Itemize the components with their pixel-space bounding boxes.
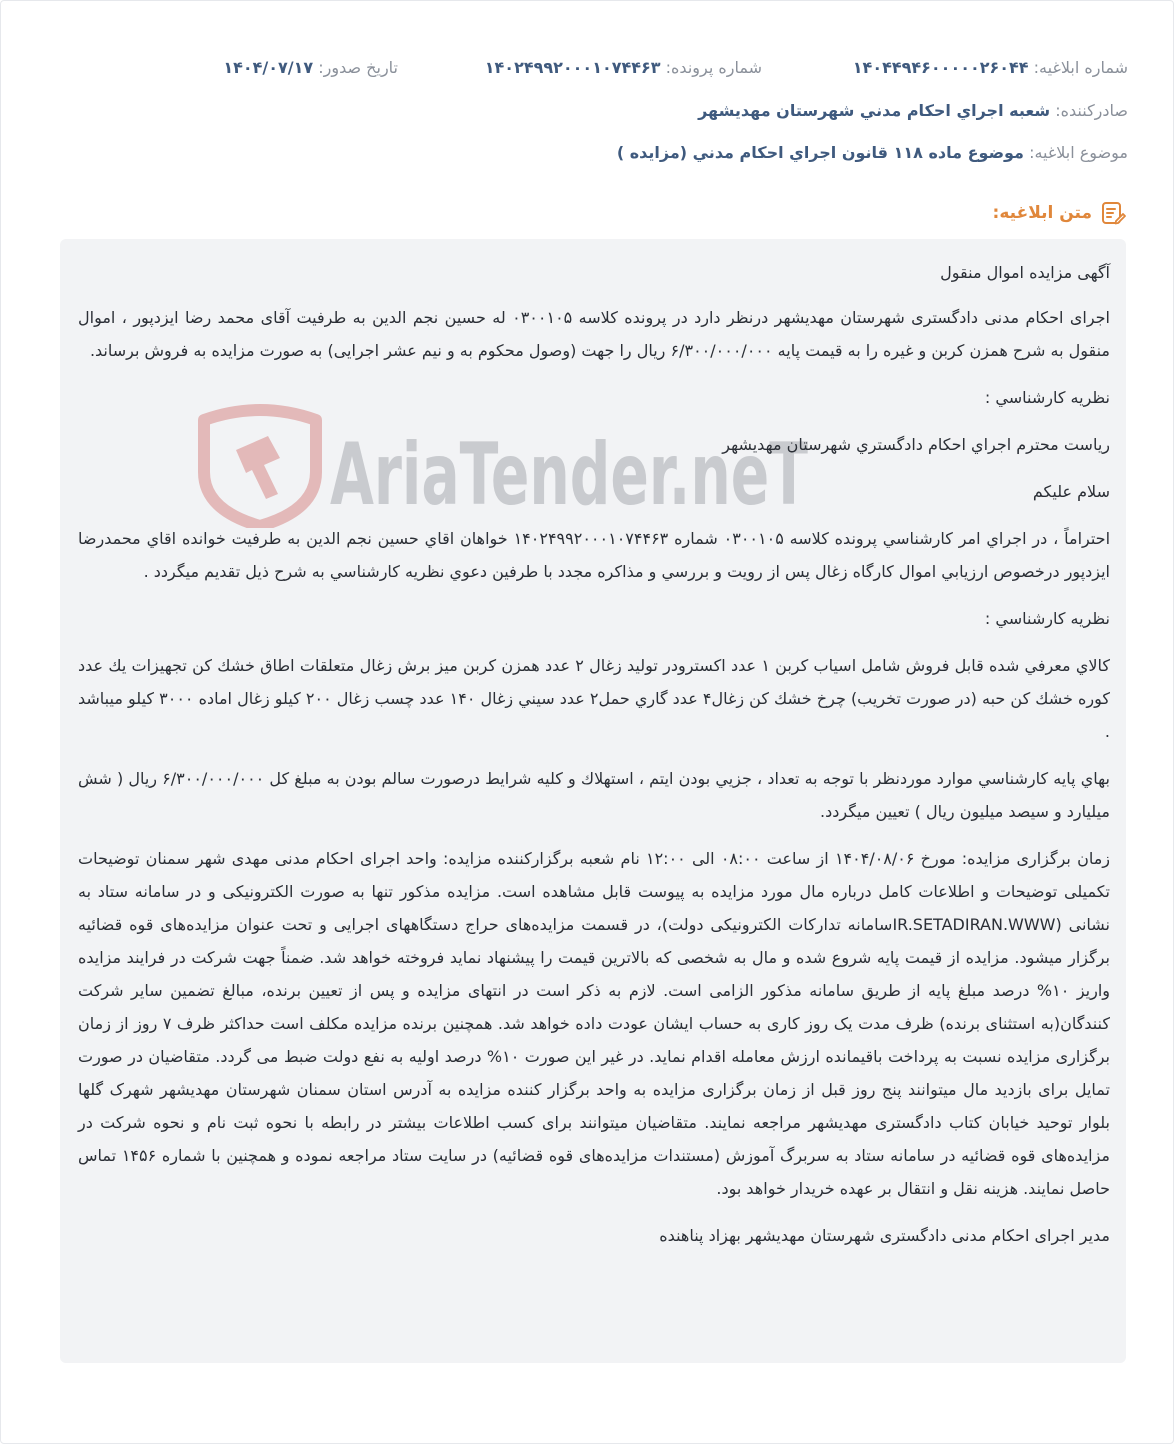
notice-number-label: شماره ابلاغیه: xyxy=(1033,58,1128,77)
issue-date xyxy=(223,56,398,80)
subject-row xyxy=(46,141,1128,167)
body-signature: مدیر اجرای احکام مدنی دادگستری شهرستان مهدیشهر بهزاد پناهنده xyxy=(659,1226,1110,1245)
body-paragraph-intro: اجرای احکام مدنی دادگستری شهرستان مهدیشهر درنظر دارد در پرونده کلاسه ۰۳۰۰۱۰۵ له حسین نجم الدین به طرفیت آقای محمد رضا ایزدپور ، اموال منقول به شرح همزن کربن و غیره را به قیمت پایه ۶/۳۰۰/۰۰۰/۰۰۰ ریال را جهت (وصول محکوم به و نیم عشر اجرایی) به صورت مزایده به فروش برساند. xyxy=(78,308,1111,360)
issuer-row xyxy=(46,99,1128,125)
watermark-text: AriaTender.neT xyxy=(330,425,809,525)
body-paragraph-expert-intro: احتراماً ، در اجراي امر کارشناسي پرونده کلاسه ۰۳۰۰۱۰۵ شماره ۱۴۰۲۴۹۹۲۰۰۰۱۰۷۴۴۶۳ خواهان اقاي حسين نجم الدين به طرفيت خوانده اقاي محمدرضا ايزدپور درخصوص ارزيابي اموال کارگاه زغال پس از رويت و بررسي و مذاکره مجدد با طرفين دعوي نظريه کارشناسي به شرح ذيل تقديم ميگردد . xyxy=(78,529,1111,581)
header-meta-row xyxy=(46,56,1128,82)
body-paragraph-price: بهاي پايه کارشناسي موارد موردنظر با توجه به تعداد ، جزيي بودن ايتم ، استهلاك و کليه شرايط درصورت سالم بودن به مبلغ کل ۶/۳۰۰/۰۰۰/۰۰۰ ريال ( شش ميليارد و سيصد ميليون ريال ) تعيين ميگردد. xyxy=(78,769,1111,821)
subject-label: موضوع ابلاغیه: xyxy=(1029,143,1128,162)
subject-value: موضوع ماده ۱۱۸ قانون اجراي احکام مدني (مزايده ) xyxy=(616,143,1024,162)
body-greeting: سلام عليکم xyxy=(1032,482,1110,501)
notice-number-value: ۱۴۰۴۴۹۴۶۰۰۰۰۰۲۶۰۴۴ xyxy=(852,58,1029,77)
issuer-label: صادرکننده: xyxy=(1055,101,1128,120)
issue-date-label: تاریخ صدور: xyxy=(318,58,398,77)
notice-number xyxy=(853,56,1128,80)
case-number xyxy=(485,56,762,80)
case-number-value: ۱۴۰۲۴۹۹۲۰۰۰۱۰۷۴۴۶۳ xyxy=(484,58,661,77)
notice-body xyxy=(78,256,1110,1264)
body-expert-heading-1: نظريه کارشناسي : xyxy=(984,388,1110,407)
body-title: آگهی مزایده اموال منقول xyxy=(940,263,1110,282)
issuer-value: شعبه اجراي احکام مدني شهرستان مهديشهر xyxy=(698,101,1051,120)
notice-text-title: متن ابلاغیه: xyxy=(992,203,1092,223)
issue-date-value: ۱۴۰۴/۰۷/۱۷ xyxy=(223,58,314,77)
body-addressee: رياست محترم اجراي احکام دادگستري شهرستان مهديشهر xyxy=(722,435,1110,454)
body-paragraph-items: کالاي معرفي شده قابل فروش شامل اسياب کربن ۱ عدد اکسترودر توليد زغال ۲ عدد همزن کربن ميز برش زغال متعلقات اطاق خشك کن تجهيزات يك عدد کوره خشك کن حبه (در صورت تخريب) چرخ خشك کن زغال۴ عدد گاري حمل۲ عدد سيني زغال ۱۴۰ عدد چسب زغال ۲۰۰ کيلو زغال اماده ۳۰۰۰ کيلو ميباشد . xyxy=(78,656,1111,741)
notice-text-heading xyxy=(993,200,1126,226)
body-paragraph-auction-terms: زمان برگزاری مزایده: مورخ ۱۴۰۴/۰۸/۰۶ از ساعت ۰۸:۰۰ الی ۱۲:۰۰ نام شعبه برگزارکننده مزایده: واحد اجرای احکام مدنی مهدی شهر سمنان توضیحات تکمیلی توضیحات و اطلاعات کامل درباره مال مورد مزایده به پیوست قابل مشاهده است. مزایده مذکور تنها به صورت الکترونیکی و در سامانه ستاد به نشانی (IR.SETADIRAN.WWWسامانه تدارکات الکترونیکی دولت)، در قسمت مزایده‌های حراج دستگاههای اجرایی و تحت عنوان مزایده‌های قوه قضائیه برگزار میشود. مزایده از قیمت پایه شروع شده و مال به شخصی که بالاترین قیمت را پیشنهاد نماید فروخته خواهد شد. ضمناً جهت شرکت در فرایند مزایده واریز ۱۰% درصد مبلغ پایه از طریق سامانه مذکور الزامی است. لازم به ذکر است در انتهای مزایده و پس از تعیین برنده، مبالغ تضمین سایر شرکت کنندگان(به استثنای برنده) ظرف مدت یک روز کاری به حساب ایشان عودت داده خواهد شد. همچنین برنده مزایده مکلف است حداکثر ظرف ۷ روز از زمان برگزاری مزایده نسبت به پرداخت باقیمانده ارزش معامله اقدام نماید. در غیر این صورت ۱۰% درصد اولیه به نفع دولت ضبط می گردد. متقاضیان در صورت تمایل برای بازدید مال میتوانند پنج روز قبل از زمان برگزاری مزایده به واحد برگزار کننده مزایده به آدرس استان سمنان شهرستان مهدیشهر شهرک گلها بلوار توحید خیابان کتاب دادگستری مهدیشهر مراجعه نمایند. متقاضیان میتوانند برای کسب اطلاعات بیشتر در رابطه با نحوه ثبت نام و نحوه شرکت در مزایده‌های قوه قضائیه در سامانه ستاد به سربرگ آموزش (مستندات مزایده‌های قوه قضائیه) در سایت ستاد مراجعه نموده و همچنین با شماره ۱۴۵۶ تماس حاصل نمایند. هزینه نقل و انتقال بر عهده خریدار خواهد بود. xyxy=(78,849,1111,1198)
case-number-label: شماره پرونده: xyxy=(665,58,762,77)
body-expert-heading-2: نظريه کارشناسي : xyxy=(984,609,1110,628)
document-text-icon xyxy=(1100,200,1126,226)
